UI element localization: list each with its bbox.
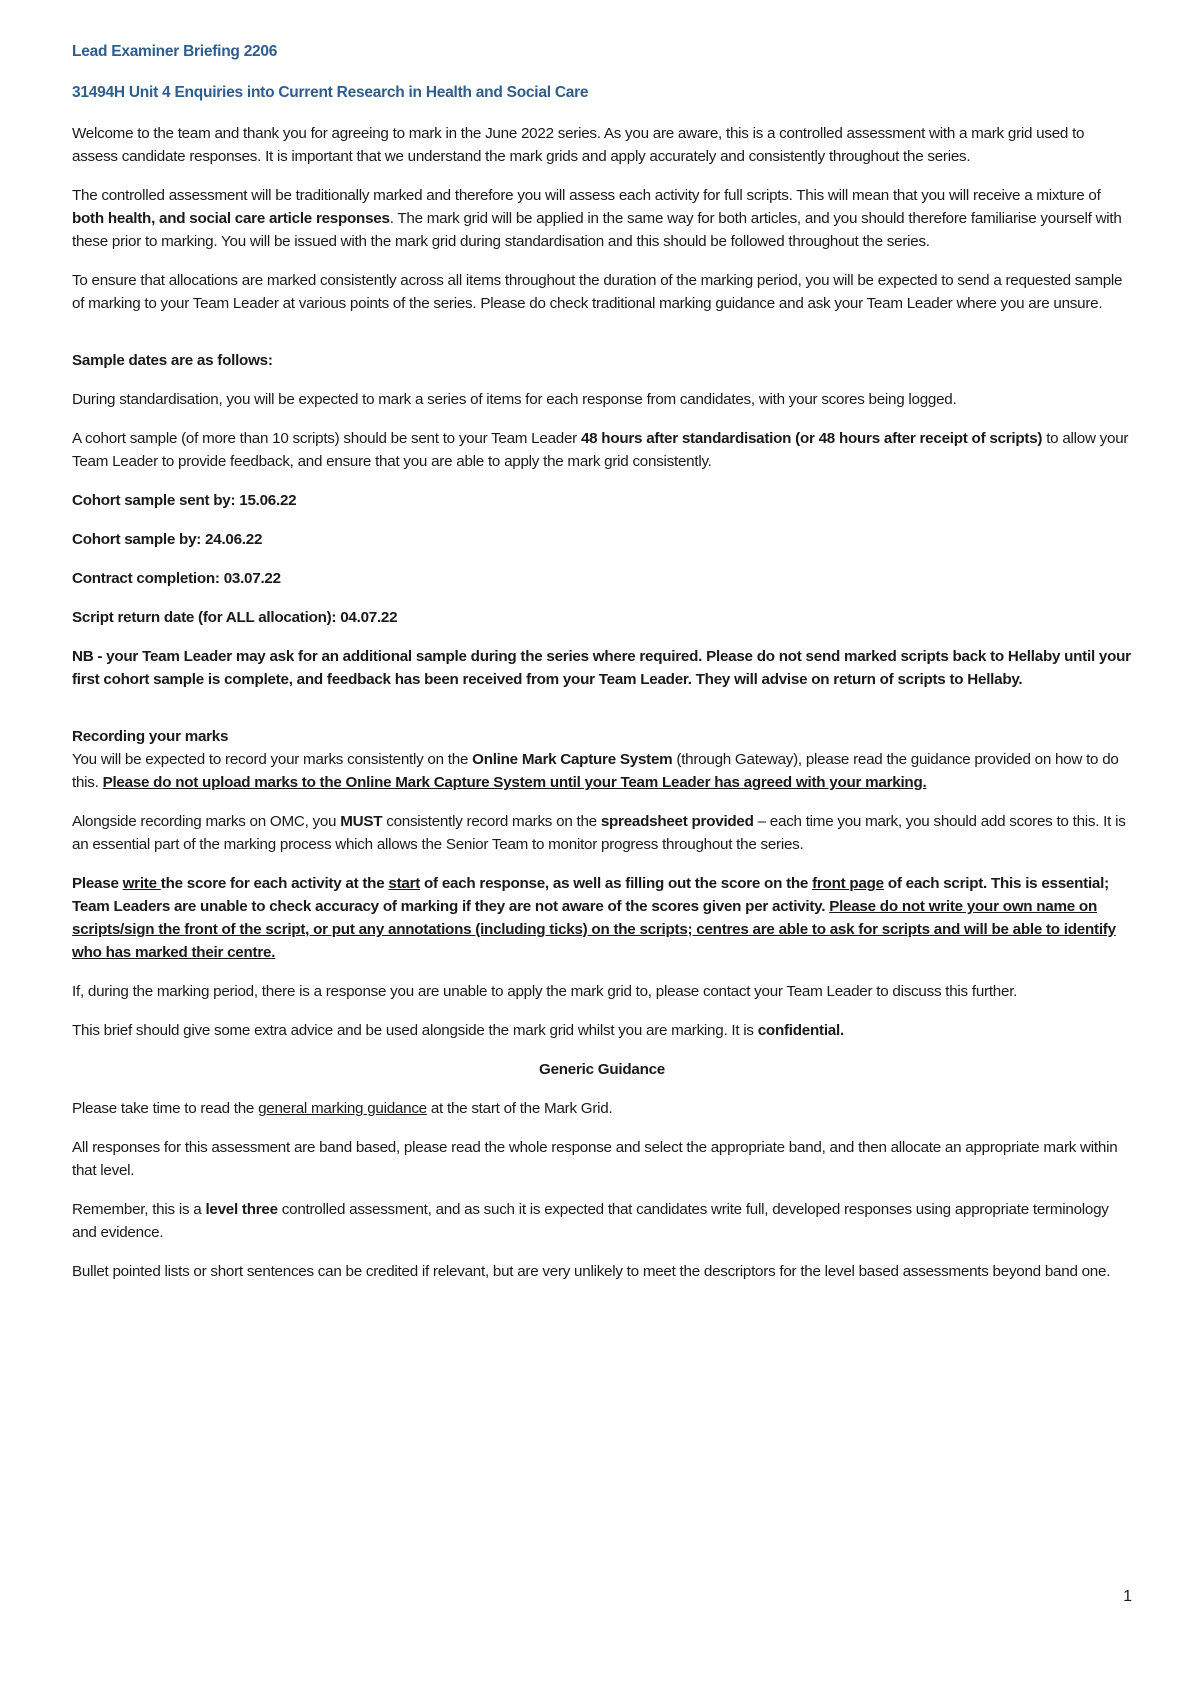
document-page — [72, 40, 1132, 1299]
recording-heading: Recording your marks — [72, 728, 229, 745]
generic-paragraph-1: Please take time to read the general marking guidance at the start of the Mark Grid. — [72, 1100, 613, 1117]
intro-paragraph-3: To ensure that allocations are marked consistently across all items throughout the duration of the marking period, you will be expected to send a requested sample of marking to your Team Leader at various points of the series. Please do check traditional marking guidance and ask your Team Leader where you are unsure. — [72, 272, 1123, 312]
date-cohort-sample-sent: Cohort sample sent by: 15.06.22 — [72, 492, 297, 509]
recording-paragraph-4: If, during the marking period, there is a response you are unable to apply the mark grid to, please contact your Team Leader to discuss this further. — [72, 983, 1018, 1000]
sample-paragraph-1: During standardisation, you will be expected to mark a series of items for each response from candidates, with your scores being logged. — [72, 391, 957, 408]
recording-paragraph-1: You will be expected to record your marks consistently on the Online Mark Capture System (through Gateway), please read the guidance provided on how to do this. Please do not upload marks to the Online Mark Capture System until your Team Leader has agreed with your marking. — [72, 751, 1119, 791]
date-contract-completion: Contract completion: 03.07.22 — [72, 570, 281, 587]
generic-paragraph-4: Bullet pointed lists or short sentences can be credited if relevant, but are very unlikely to meet the descriptors for the level based assessments beyond band one. — [72, 1263, 1111, 1280]
nb-notice: NB - your Team Leader may ask for an additional sample during the series where required. Please do not send marked scripts back to Hellaby until your first cohort sample is complete, and feedback has been received from your Team Leader. They will advise on return of scripts to Hellaby. — [72, 648, 1131, 688]
generic-paragraph-2: All responses for this assessment are band based, please read the whole response and select the appropriate band, and then allocate an appropriate mark within that level. — [72, 1139, 1118, 1179]
generic-paragraph-3: Remember, this is a level three controlled assessment, and as such it is expected that candidates write full, developed responses using appropriate terminology and evidence. — [72, 1201, 1109, 1241]
sample-dates-heading: Sample dates are as follows: — [72, 352, 273, 369]
recording-paragraph-5: This brief should give some extra advice and be used alongside the mark grid whilst you are marking. It is confidential. — [72, 1022, 844, 1039]
recording-paragraph-2: Alongside recording marks on OMC, you MUST consistently record marks on the spreadsheet provided – each time you mark, you should add scores to this. It is an essential part of the marking process which allows the Senior Team to monitor progress throughout the series. — [72, 813, 1126, 853]
intro-paragraph-1: Welcome to the team and thank you for agreeing to mark in the June 2022 series. As you are aware, this is a controlled assessment with a mark grid used to assess candidate responses. It is important that we understand the mark grids and apply accurately and consistently throughout the series. — [72, 125, 1085, 165]
date-script-return: Script return date (for ALL allocation): 04.07.22 — [72, 609, 398, 626]
date-cohort-sample: Cohort sample by: 24.06.22 — [72, 531, 263, 548]
unit-title: 31494H Unit 4 Enquiries into Current Research in Health and Social Care — [72, 84, 589, 101]
sample-paragraph-2: A cohort sample (of more than 10 scripts) should be sent to your Team Leader 48 hours after standardisation (or 48 hours after receipt of scripts) to allow your Team Leader to provide feedback, and ensure that you are able to apply the mark grid consistently. — [72, 430, 1129, 470]
page-number: 1 — [1123, 1588, 1132, 1605]
intro-paragraph-2: The controlled assessment will be traditionally marked and therefore you will assess each activity for full scripts. This will mean that you will receive a mixture of both health, and social care article responses. The mark grid will be applied in the same way for both articles, and you should therefore familiarise yourself with these prior to marking. You will be issued with the mark grid during standardisation and this should be followed throughout the series. — [72, 187, 1122, 250]
generic-guidance-heading: Generic Guidance — [539, 1061, 665, 1078]
recording-paragraph-3: Please write the score for each activity at the start of each response, as well as filling out the score on the front page of each script. This is essential; Team Leaders are unable to check accuracy of marking if they are not aware of the scores given per activity. Please do not write your own name on scripts/sign the front of the script, or put any annotations (including ticks) on the scripts; centres are able to ask for scripts and will be able to identify who has marked their centre. — [72, 875, 1116, 961]
document-title: Lead Examiner Briefing 2206 — [72, 43, 278, 60]
